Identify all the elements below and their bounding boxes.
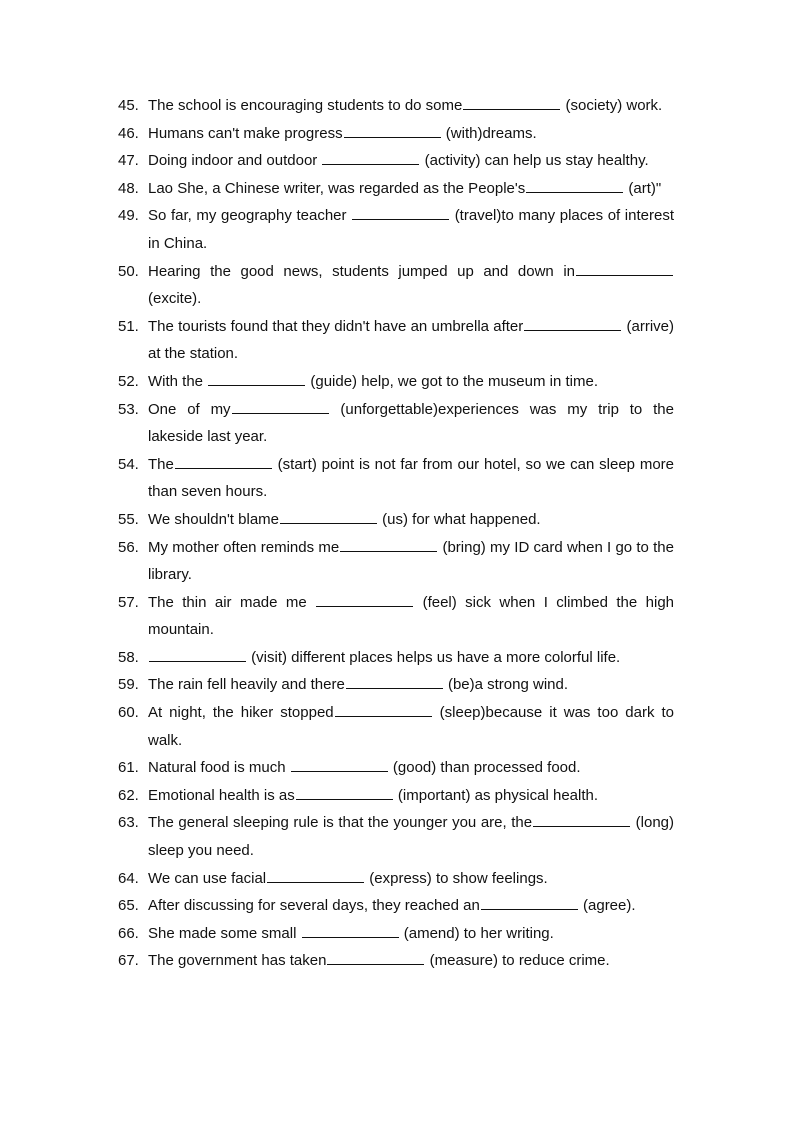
answer-blank[interactable]: [232, 400, 329, 414]
question-text-after-blank: (long) sleep you need.: [148, 814, 674, 860]
question-text-after-blank: (express) to show feelings.: [365, 869, 548, 887]
answer-blank[interactable]: [322, 151, 419, 165]
question-number: 55.: [118, 510, 139, 528]
question-item: [118, 451, 674, 506]
question-text-before-blank: Emotional health is as: [148, 786, 295, 804]
question-text-before-blank: Humans can't make progress: [148, 124, 343, 142]
question-number: 60.: [118, 704, 139, 722]
question-text-before-blank: Hearing the good news, students jumped up and down in: [148, 262, 575, 280]
question-text: [148, 451, 674, 506]
question-text: [148, 506, 674, 534]
question-text-after-blank: (art)": [624, 179, 662, 197]
question-text: [148, 258, 674, 313]
question-item: [118, 368, 674, 396]
question-number: 65.: [118, 897, 139, 915]
answer-blank[interactable]: [524, 317, 621, 331]
question-text-after-blank: (sleep)because it was too dark to walk.: [148, 704, 674, 749]
answer-blank[interactable]: [302, 924, 399, 938]
question-text-after-blank: (unforgettable)experiences was my trip to the lakeside last year.: [148, 400, 674, 446]
question-text-after-blank: (agree).: [578, 897, 636, 915]
answer-blank[interactable]: [352, 206, 449, 220]
answer-blank[interactable]: [149, 648, 246, 662]
question-text-after-blank: (be)a strong wind.: [443, 676, 569, 694]
question-number: 48.: [118, 179, 139, 197]
question-item: [118, 920, 674, 948]
question-text: [148, 202, 674, 257]
question-text-after-blank: (arrive) at the station.: [148, 317, 674, 363]
question-text: [148, 947, 674, 975]
question-text: [148, 782, 674, 810]
question-number: 46.: [118, 124, 139, 142]
question-list: [118, 92, 674, 975]
question-number: 49.: [118, 207, 139, 225]
question-number: 61.: [118, 759, 139, 777]
question-item: [118, 92, 674, 120]
answer-blank[interactable]: [267, 869, 364, 883]
question-text-after-blank: (amend) to her writing.: [399, 924, 554, 942]
question-text: [148, 754, 674, 782]
question-text-after-blank: (travel)to many places of interest in China.: [148, 207, 674, 252]
question-item: [118, 809, 674, 864]
question-number: 47.: [118, 152, 139, 170]
question-number: 57.: [118, 593, 139, 611]
question-number: 45.: [118, 97, 139, 114]
question-item: [118, 506, 674, 534]
question-text-after-blank: (important) as physical health.: [393, 786, 599, 804]
question-number: 53.: [118, 400, 139, 418]
question-text-after-blank: (excite).: [148, 290, 202, 308]
question-text-after-blank: (measure) to reduce crime.: [425, 952, 610, 970]
question-item: [118, 754, 674, 782]
question-text: [148, 534, 674, 589]
question-text: [148, 147, 674, 175]
answer-blank[interactable]: [175, 455, 272, 469]
question-text: [148, 865, 674, 893]
answer-blank[interactable]: [481, 896, 578, 910]
question-text-before-blank: One of my: [148, 400, 231, 418]
question-item: [118, 147, 674, 175]
question-number: 54.: [118, 455, 139, 473]
question-number: 59.: [118, 676, 139, 694]
answer-blank[interactable]: [296, 786, 393, 800]
question-item: [118, 865, 674, 893]
question-item: [118, 699, 674, 754]
question-text-before-blank: The general sleeping rule is that the younger you are, the: [148, 814, 533, 832]
question-text-before-blank: The tourists found that they didn't have an umbrella after: [148, 317, 524, 335]
question-text-before-blank: Natural food is much: [148, 759, 290, 777]
question-text-before-blank: After discussing for several days, they reached an: [148, 897, 480, 915]
answer-blank[interactable]: [533, 813, 630, 827]
question-text-after-blank: (with)dreams.: [441, 124, 537, 142]
question-text-after-blank: (visit) different places helps us have a more colorful life.: [247, 648, 621, 666]
question-number: 66.: [118, 924, 139, 942]
question-text: [148, 589, 674, 644]
question-text-before-blank: So far, my geography teacher: [148, 207, 352, 225]
question-text: [148, 313, 674, 368]
answer-blank[interactable]: [463, 96, 560, 110]
question-item: [118, 396, 674, 451]
question-number: 52.: [118, 372, 139, 390]
question-text: [148, 920, 674, 948]
question-number: 64.: [118, 869, 139, 887]
answer-blank[interactable]: [327, 951, 424, 965]
answer-blank[interactable]: [576, 262, 673, 276]
question-number: 63.: [118, 814, 139, 832]
question-text-before-blank: The rain fell heavily and there: [148, 676, 345, 694]
question-item: [118, 589, 674, 644]
question-text-after-blank: (start) point is not far from our hotel, so we can sleep more than seven hours.: [148, 455, 674, 501]
question-number: 56.: [118, 538, 139, 556]
question-text: [148, 92, 674, 120]
question-text-after-blank: (feel) sick when I climbed the high mountain.: [148, 593, 675, 639]
question-number: 51.: [118, 317, 139, 335]
question-number: 50.: [118, 262, 139, 280]
answer-blank[interactable]: [344, 124, 441, 138]
question-text-before-blank: The school is encouraging students to do some: [148, 97, 463, 114]
question-text-after-blank: (us) for what happened.: [378, 510, 541, 528]
question-number: 58.: [118, 648, 139, 666]
question-text: [148, 368, 674, 396]
question-text: [148, 671, 674, 699]
question-text-before-blank: With the: [148, 372, 208, 390]
question-text-after-blank: (activity) can help us stay healthy.: [420, 152, 649, 170]
question-item: [118, 175, 674, 203]
question-item: [118, 120, 674, 148]
question-text-before-blank: The government has taken: [148, 952, 327, 970]
question-item: [118, 258, 674, 313]
question-text-before-blank: She made some small: [148, 924, 301, 942]
question-text-before-blank: Lao She, a Chinese writer, was regarded as the People's: [148, 179, 526, 197]
question-item: [118, 671, 674, 699]
question-text: [148, 120, 674, 148]
question-text: [148, 809, 674, 864]
question-text-before-blank: At night, the hiker stopped: [148, 704, 334, 722]
answer-blank[interactable]: [335, 703, 432, 717]
question-text: [148, 892, 674, 920]
question-item: [118, 313, 674, 368]
question-item: [118, 892, 674, 920]
question-text-after-blank: (society) work.: [561, 97, 663, 114]
question-text: [148, 644, 674, 672]
question-text-before-blank: My mother often reminds me: [148, 538, 340, 556]
question-item: [118, 644, 674, 672]
question-text-after-blank: (guide) help, we got to the museum in time.: [306, 372, 598, 390]
question-text-before-blank: We can use facial: [148, 869, 267, 887]
question-text-before-blank: The: [148, 455, 174, 473]
question-text: [148, 699, 674, 754]
question-text-before-blank: Doing indoor and outdoor: [148, 152, 322, 170]
answer-blank[interactable]: [208, 372, 305, 386]
question-text: [148, 175, 674, 203]
answer-blank[interactable]: [340, 538, 437, 552]
answer-blank[interactable]: [280, 510, 377, 524]
question-text-after-blank: (bring) my ID card when I go to the library.: [148, 538, 674, 584]
question-item: [118, 534, 674, 589]
answer-blank[interactable]: [346, 675, 443, 689]
answer-blank[interactable]: [316, 593, 413, 607]
answer-blank[interactable]: [526, 179, 623, 193]
question-item: [118, 202, 674, 257]
question-text-before-blank: We shouldn't blame: [148, 510, 279, 528]
question-text-before-blank: The thin air made me: [148, 593, 316, 611]
question-text-after-blank: (good) than processed food.: [388, 759, 581, 777]
question-text: [148, 396, 674, 451]
question-number: 62.: [118, 786, 139, 804]
question-number: 67.: [118, 952, 139, 970]
question-item: [118, 947, 674, 975]
answer-blank[interactable]: [291, 758, 388, 772]
question-item: [118, 782, 674, 810]
